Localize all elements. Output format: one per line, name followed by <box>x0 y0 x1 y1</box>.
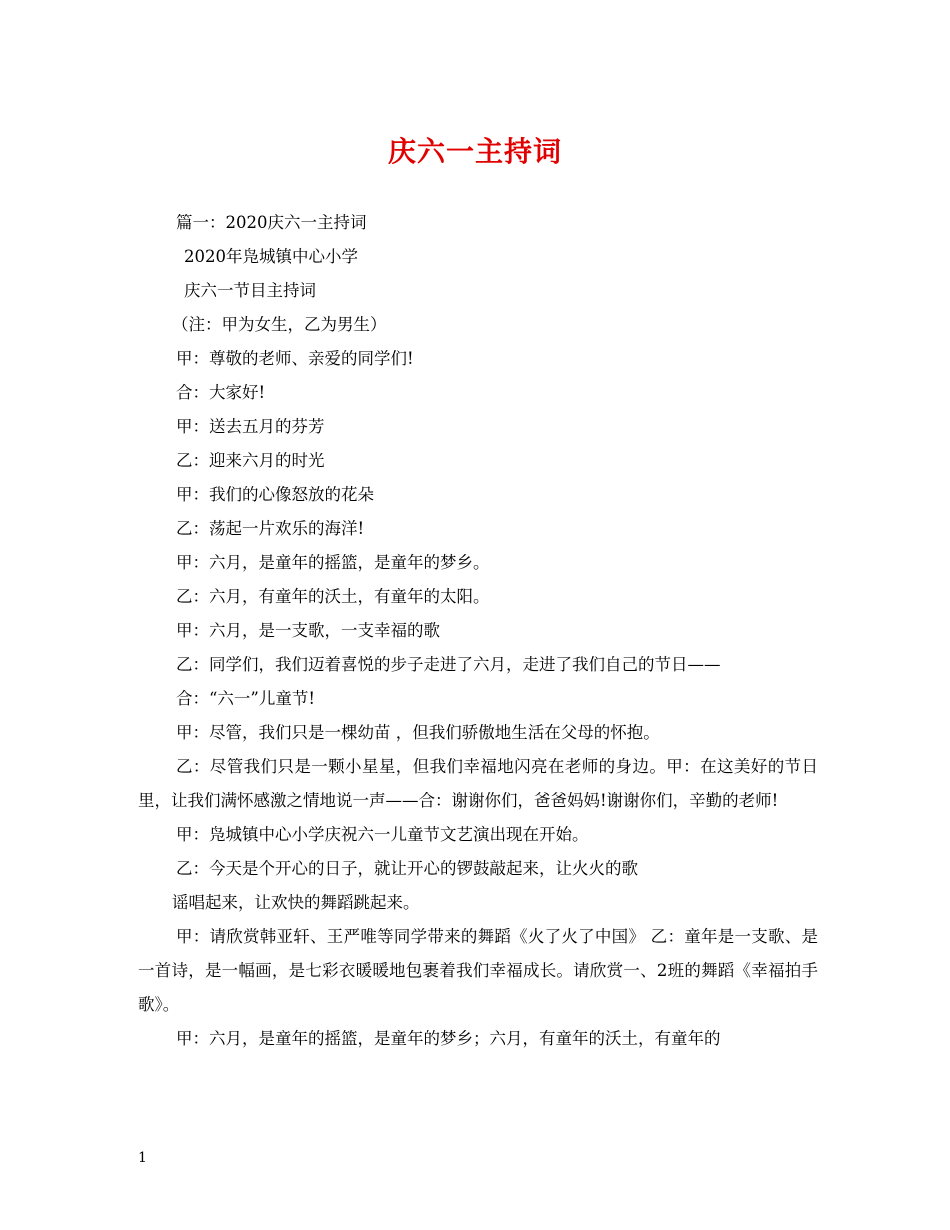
note-line: （注：甲为女生，乙为男生） <box>172 315 387 334</box>
dialogue-line: 乙：荡起一片欢乐的海洋! <box>176 519 365 538</box>
dialogue-line: 乙：同学们，我们迈着喜悦的步子走进了六月，走进了我们自己的节日—— <box>176 655 721 674</box>
section-heading: 篇一：2020庆六一主持词 <box>176 213 367 232</box>
dialogue-line: 甲：凫城镇中心小学庆祝六一儿童节文艺演出现在开始。 <box>176 825 589 844</box>
dialogue-line: 谣唱起来，让欢快的舞蹈跳起来。 <box>172 893 420 912</box>
dialogue-line: 甲：尽管，我们只是一棵幼苗 ，但我们骄傲地生活在父母的怀抱。 <box>176 723 660 742</box>
dialogue-line: 乙：今天是个开心的日子，就让开心的锣鼓敲起来，让火火的歌 <box>176 859 638 878</box>
dialogue-line: 甲：六月，是一支歌，一支幸福的歌 <box>176 621 440 640</box>
dialogue-line: 乙：六月，有童年的沃土，有童年的太阳。 <box>176 587 490 606</box>
dialogue-line: 甲：六月，是童年的摇篮，是童年的梦乡；六月，有童年的沃土，有童年的 <box>176 1029 721 1048</box>
dialogue-paragraph: 甲：请欣赏韩亚轩、王严唯等同学带来的舞蹈《火了火了中国》 乙：童年是一支歌、是一首诗，是一幅画，是七彩衣暖暖地包裹着我们幸福成长。请欣赏一、2班的舞蹈《幸福拍手歌》。 <box>138 927 818 1014</box>
document-title: 庆六一主持词 <box>387 135 562 168</box>
dialogue-line: 甲：六月，是童年的摇篮，是童年的梦乡。 <box>176 553 490 572</box>
school-line: 2020年凫城镇中心小学 <box>184 247 358 266</box>
page-number: 1 <box>138 1150 147 1166</box>
dialogue-paragraph: 乙：尽管我们只是一颗小星星，但我们幸福地闪亮在老师的身边。甲：在这美好的节日里，让我们满怀感激之情地说一声——合：谢谢你们，爸爸妈妈!谢谢你们，辛勤的老师! <box>138 757 818 810</box>
dialogue-line: 甲：我们的心像怒放的花朵 <box>176 485 374 504</box>
document-body <box>138 206 818 1056</box>
dialogue-line: 甲：尊敬的老师、亲爱的同学们! <box>176 349 414 368</box>
subtitle-line: 庆六一节目主持词 <box>184 281 316 300</box>
dialogue-line: 合：“六一”儿童节! <box>176 689 316 708</box>
dialogue-line: 合：大家好! <box>176 383 266 402</box>
dialogue-line: 乙：迎来六月的时光 <box>176 451 325 470</box>
dialogue-line: 甲：送去五月的芬芳 <box>176 417 325 436</box>
